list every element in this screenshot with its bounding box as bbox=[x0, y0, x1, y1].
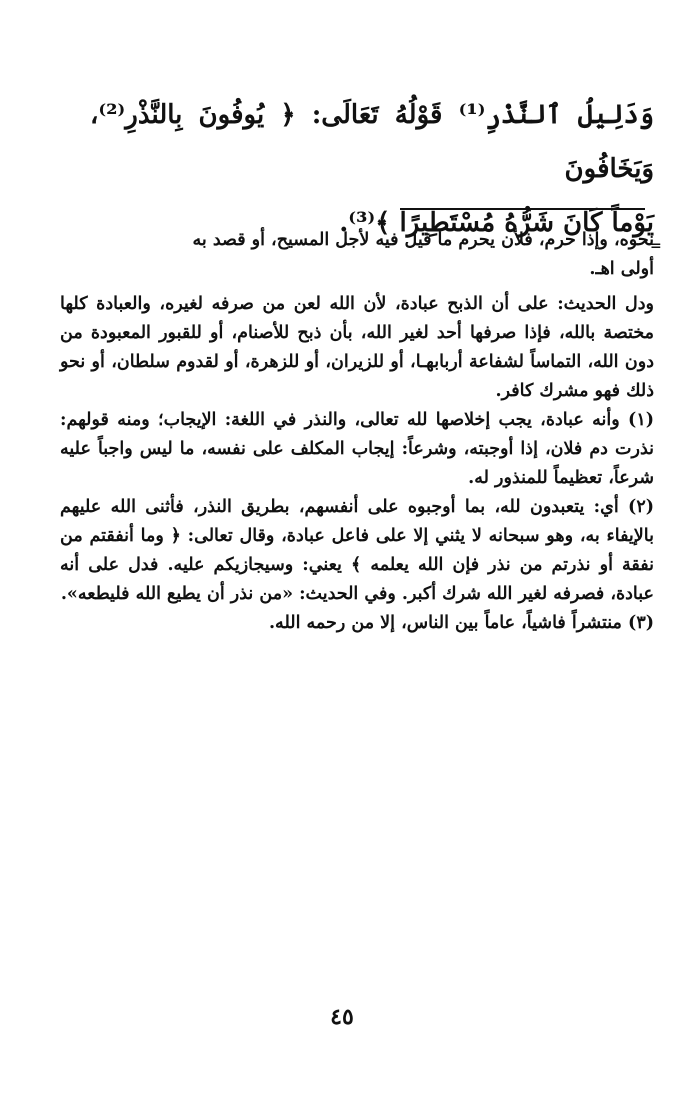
footnote-1: (١) وأنه عبادة، يجب إخلاصها لله تعالى، والنذر في اللغة: الإيجاب؛ ومنه قولهم: نذرت دم فلان، إذا أوجبته، وشرعاً: إيجاب المكلف على نفسه، ما ليس واجباً عليه شرعاً، تعظيماً للمنذور له. bbox=[60, 410, 654, 488]
footnote-continuation bbox=[60, 226, 654, 284]
main-text-line-2: يَوْماً كَانَ شَرُّهُ مُسْتَطِيرًا ﴾⁽³⁾. bbox=[339, 208, 654, 238]
footnote-continuation-line-1: نحوه، وإذا حرم، فلأن يحرم ما قيل فيه لأجل المسيح، أو قصد به bbox=[192, 230, 654, 250]
footnote-2: (٢) أي: يتعبدون لله، بما أوجبوه على أنفسهم، بطريق النذر، فأثنى الله عليهم بالإيفاء به، وهو سبحانه لا يثني إلا على فاعل عبادة، وقال تعالى: ﴿ وما أنفقتم من نفقة أو نذرتم من نذر فإن الله يعلمه ﴾ يعني: وسيجازيكم عليه. فدل على أنه عبادة، فصرفه لغير الله شرك أكبر. وفي الحديث: «من نذر أن يطيع الله فليطعه». bbox=[60, 497, 654, 604]
page-number: ٤٥ bbox=[330, 1004, 354, 1030]
main-text-line-1: وَدَلِيلُ ٱلنَّذْرِ⁽¹⁾ قَوْلُهُ تَعَالَى: ﴿ يُوفُونَ بِالنَّذْرِ⁽²⁾، وَيَخَافُونَ bbox=[90, 100, 654, 184]
footnotes bbox=[60, 226, 654, 638]
footnote-continuation-line-2: أولى اهـ. bbox=[589, 259, 654, 279]
continuation-marker: = bbox=[650, 238, 662, 254]
footnote-paragraph: ودل الحديث: على أن الذبح عبادة، لأن الله لعن من صرفه لغيره، والعبادة كلها مختصة بالله، فإذا صرفها أحد لغير الله، بأن ذبح للأصنام، أو للقبور المعبودة من دون الله، التماساً لشفاعة أربابهـا، أو للزيران، أو للزهرة، أو لقدوم سلطان، أو نحو ذلك فهو مشرك كافر. bbox=[60, 294, 654, 401]
footnote-separator bbox=[400, 208, 645, 210]
footnote-3: (٣) منتشراً فاشياً، عاماً بين الناس، إلا من رحمه الله. bbox=[268, 613, 654, 633]
